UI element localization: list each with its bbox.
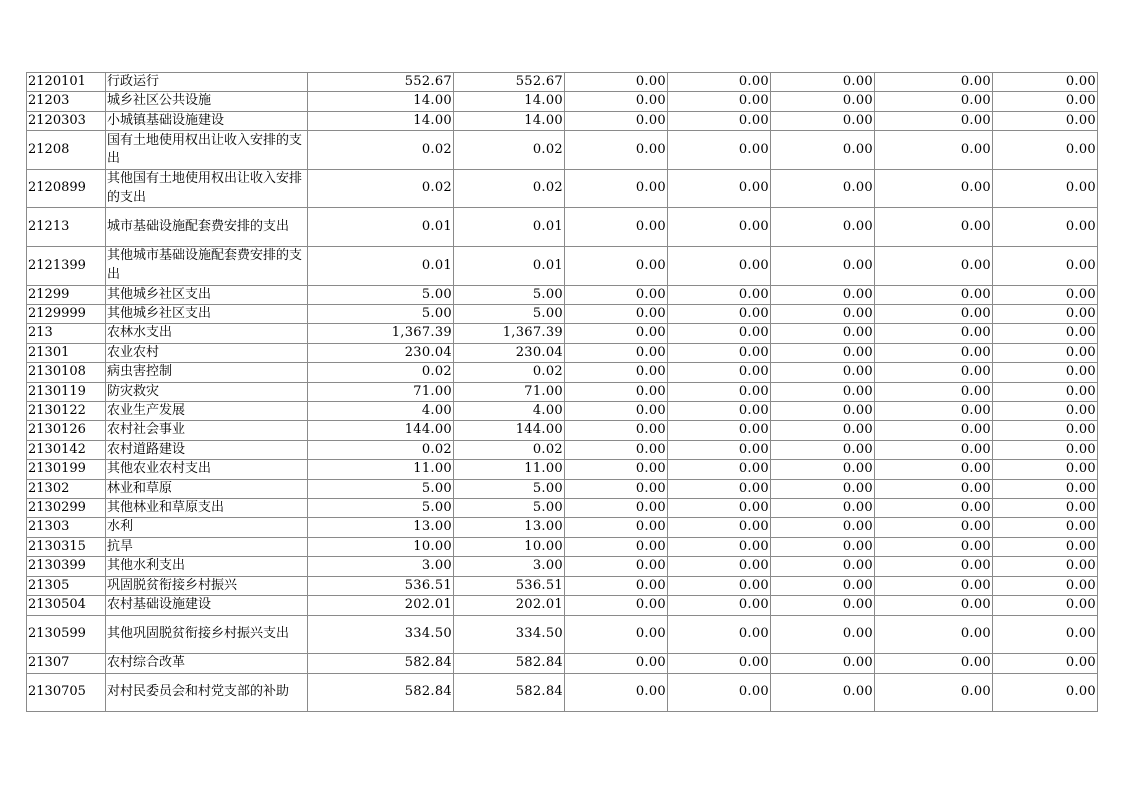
subject-code-cell: 2130122 [27,402,106,421]
table-row [27,440,1098,459]
subject-code-cell: 2120101 [27,73,106,92]
amount-cell: 0.00 [668,111,771,130]
amount-cell: 0.00 [565,460,668,479]
amount-cell: 0.00 [993,208,1098,247]
amount-cell: 0.00 [771,92,875,111]
amount-cell: 0.00 [771,673,875,712]
amount-cell: 0.00 [668,654,771,673]
amount-cell: 0.00 [668,673,771,712]
subject-name-cell: 防灾救灾 [106,382,308,401]
amount-cell: 0.00 [668,499,771,518]
amount-cell: 0.00 [993,169,1098,208]
amount-cell: 230.04 [308,343,454,362]
amount-cell: 0.02 [454,363,565,382]
amount-cell: 0.00 [565,673,668,712]
amount-cell: 0.00 [565,615,668,654]
table-row [27,460,1098,479]
subject-code-cell: 21213 [27,208,106,247]
amount-cell: 0.00 [771,111,875,130]
amount-cell: 0.00 [565,247,668,286]
table-row [27,305,1098,324]
subject-name-cell: 抗旱 [106,537,308,556]
amount-cell: 0.00 [875,92,993,111]
amount-cell: 0.00 [993,576,1098,595]
amount-cell: 0.00 [875,479,993,498]
amount-cell: 0.00 [565,111,668,130]
amount-cell: 4.00 [454,402,565,421]
amount-cell: 0.00 [993,402,1098,421]
amount-cell: 0.00 [668,479,771,498]
amount-cell: 0.00 [771,285,875,304]
amount-cell: 0.00 [565,169,668,208]
amount-cell: 0.00 [993,131,1098,170]
subject-name-cell: 城市基础设施配套费安排的支出 [106,208,308,247]
amount-cell: 0.00 [565,305,668,324]
subject-name-cell: 小城镇基础设施建设 [106,111,308,130]
amount-cell: 0.00 [875,499,993,518]
amount-cell: 0.00 [875,247,993,286]
table-row [27,324,1098,343]
amount-cell: 0.00 [668,343,771,362]
subject-name-cell: 国有土地使用权出让收入安排的支出 [106,131,308,170]
amount-cell: 3.00 [454,557,565,576]
amount-cell: 0.00 [565,208,668,247]
amount-cell: 0.00 [771,363,875,382]
amount-cell: 0.00 [668,363,771,382]
amount-cell: 0.01 [308,247,454,286]
amount-cell: 0.00 [771,131,875,170]
amount-cell: 0.00 [668,537,771,556]
amount-cell: 0.00 [771,324,875,343]
amount-cell: 0.02 [308,363,454,382]
table-row [27,285,1098,304]
table-row [27,92,1098,111]
amount-cell: 0.01 [308,208,454,247]
amount-cell: 0.00 [993,518,1098,537]
amount-cell: 0.00 [993,499,1098,518]
amount-cell: 0.00 [875,557,993,576]
amount-cell: 0.00 [875,421,993,440]
amount-cell: 0.00 [668,305,771,324]
amount-cell: 5.00 [308,305,454,324]
amount-cell: 0.00 [565,654,668,673]
subject-code-cell: 21302 [27,479,106,498]
amount-cell: 0.00 [771,479,875,498]
amount-cell: 0.00 [875,363,993,382]
amount-cell: 0.00 [875,131,993,170]
subject-name-cell: 农林水支出 [106,324,308,343]
amount-cell: 0.00 [771,615,875,654]
table-row [27,382,1098,401]
amount-cell: 0.00 [875,518,993,537]
amount-cell: 0.00 [771,440,875,459]
amount-cell: 0.00 [771,382,875,401]
amount-cell: 0.00 [875,673,993,712]
subject-name-cell: 病虫害控制 [106,363,308,382]
amount-cell: 0.00 [993,654,1098,673]
amount-cell: 0.00 [565,285,668,304]
amount-cell: 0.00 [875,654,993,673]
table-row [27,421,1098,440]
table-row [27,596,1098,615]
amount-cell: 0.00 [993,421,1098,440]
subject-code-cell: 21305 [27,576,106,595]
subject-code-cell: 2130126 [27,421,106,440]
table-row [27,343,1098,362]
amount-cell: 0.00 [993,673,1098,712]
amount-cell: 0.00 [875,460,993,479]
amount-cell: 144.00 [454,421,565,440]
amount-cell: 0.00 [668,596,771,615]
amount-cell: 0.00 [993,363,1098,382]
amount-cell: 0.00 [993,615,1098,654]
amount-cell: 14.00 [308,92,454,111]
amount-cell: 0.00 [993,73,1098,92]
amount-cell: 0.00 [875,382,993,401]
amount-cell: 0.00 [565,402,668,421]
subject-code-cell: 2120303 [27,111,106,130]
amount-cell: 5.00 [454,499,565,518]
amount-cell: 582.84 [454,673,565,712]
amount-cell: 0.00 [993,460,1098,479]
amount-cell: 0.00 [875,111,993,130]
amount-cell: 71.00 [454,382,565,401]
subject-code-cell: 2121399 [27,247,106,286]
amount-cell: 0.02 [454,131,565,170]
amount-cell: 0.00 [771,402,875,421]
amount-cell: 0.00 [875,285,993,304]
amount-cell: 0.00 [565,363,668,382]
amount-cell: 0.00 [565,324,668,343]
amount-cell: 202.01 [308,596,454,615]
amount-cell: 0.00 [668,285,771,304]
amount-cell: 0.00 [668,131,771,170]
amount-cell: 0.00 [771,596,875,615]
amount-cell: 71.00 [308,382,454,401]
amount-cell: 5.00 [308,499,454,518]
subject-code-cell: 213 [27,324,106,343]
amount-cell: 0.00 [875,615,993,654]
subject-name-cell: 其他城市基础设施配套费安排的支出 [106,247,308,286]
amount-cell: 0.00 [993,440,1098,459]
subject-code-cell: 21203 [27,92,106,111]
amount-cell: 5.00 [454,479,565,498]
amount-cell: 0.00 [875,324,993,343]
subject-code-cell: 2130315 [27,537,106,556]
amount-cell: 0.00 [771,421,875,440]
amount-cell: 0.00 [993,285,1098,304]
amount-cell: 0.00 [565,382,668,401]
table-row [27,576,1098,595]
subject-name-cell: 城乡社区公共设施 [106,92,308,111]
subject-name-cell: 其他巩固脱贫衔接乡村振兴支出 [106,615,308,654]
amount-cell: 0.00 [875,73,993,92]
table-row [27,402,1098,421]
amount-cell: 0.00 [875,305,993,324]
amount-cell: 10.00 [454,537,565,556]
amount-cell: 0.00 [993,479,1098,498]
table-row [27,654,1098,673]
table-row [27,73,1098,92]
subject-name-cell: 农业生产发展 [106,402,308,421]
amount-cell: 0.00 [993,305,1098,324]
amount-cell: 0.00 [771,305,875,324]
amount-cell: 334.50 [308,615,454,654]
subject-code-cell: 2130299 [27,499,106,518]
amount-cell: 0.00 [771,654,875,673]
amount-cell: 0.00 [668,460,771,479]
amount-cell: 0.00 [993,247,1098,286]
amount-cell: 0.00 [771,208,875,247]
amount-cell: 0.00 [993,382,1098,401]
amount-cell: 0.00 [668,92,771,111]
amount-cell: 230.04 [454,343,565,362]
subject-code-cell: 2129999 [27,305,106,324]
amount-cell: 4.00 [308,402,454,421]
table-row [27,615,1098,654]
amount-cell: 0.01 [454,247,565,286]
amount-cell: 582.84 [308,673,454,712]
subject-name-cell: 农村综合改革 [106,654,308,673]
amount-cell: 0.00 [565,596,668,615]
amount-cell: 13.00 [454,518,565,537]
subject-code-cell: 21299 [27,285,106,304]
amount-cell: 0.00 [565,518,668,537]
subject-code-cell: 2130399 [27,557,106,576]
amount-cell: 13.00 [308,518,454,537]
amount-cell: 0.00 [993,596,1098,615]
amount-cell: 0.00 [771,537,875,556]
amount-cell: 0.00 [565,131,668,170]
amount-cell: 1,367.39 [454,324,565,343]
amount-cell: 536.51 [454,576,565,595]
subject-code-cell: 2130705 [27,673,106,712]
amount-cell: 0.02 [308,131,454,170]
subject-code-cell: 21301 [27,343,106,362]
amount-cell: 0.00 [668,518,771,537]
amount-cell: 0.01 [454,208,565,247]
subject-name-cell: 农业农村 [106,343,308,362]
amount-cell: 0.00 [993,92,1098,111]
amount-cell: 144.00 [308,421,454,440]
amount-cell: 0.00 [668,247,771,286]
amount-cell: 0.00 [668,169,771,208]
amount-cell: 0.00 [565,557,668,576]
table-row [27,518,1098,537]
amount-cell: 0.00 [875,343,993,362]
amount-cell: 0.00 [875,596,993,615]
amount-cell: 0.00 [771,169,875,208]
table-row [27,557,1098,576]
subject-code-cell: 2130199 [27,460,106,479]
amount-cell: 3.00 [308,557,454,576]
subject-code-cell: 2130504 [27,596,106,615]
amount-cell: 5.00 [454,305,565,324]
amount-cell: 0.00 [875,208,993,247]
subject-name-cell: 对村民委员会和村党支部的补助 [106,673,308,712]
amount-cell: 582.84 [454,654,565,673]
amount-cell: 5.00 [308,285,454,304]
amount-cell: 0.00 [668,382,771,401]
table-row [27,499,1098,518]
amount-cell: 0.00 [668,576,771,595]
amount-cell: 14.00 [308,111,454,130]
amount-cell: 552.67 [454,73,565,92]
subject-code-cell: 2120899 [27,169,106,208]
amount-cell: 0.00 [771,576,875,595]
subject-code-cell: 2130108 [27,363,106,382]
amount-cell: 0.00 [565,92,668,111]
subject-name-cell: 水利 [106,518,308,537]
amount-cell: 0.00 [668,324,771,343]
subject-name-cell: 农村社会事业 [106,421,308,440]
amount-cell: 536.51 [308,576,454,595]
amount-cell: 0.00 [668,402,771,421]
amount-cell: 0.00 [565,73,668,92]
amount-cell: 0.00 [875,537,993,556]
amount-cell: 0.00 [565,499,668,518]
subject-code-cell: 21208 [27,131,106,170]
amount-cell: 5.00 [308,479,454,498]
subject-name-cell: 其他国有土地使用权出让收入安排的支出 [106,169,308,208]
amount-cell: 0.00 [771,247,875,286]
table-row [27,479,1098,498]
amount-cell: 5.00 [454,285,565,304]
amount-cell: 11.00 [308,460,454,479]
amount-cell: 0.00 [875,402,993,421]
amount-cell: 0.00 [668,615,771,654]
subject-code-cell: 2130142 [27,440,106,459]
amount-cell: 14.00 [454,92,565,111]
amount-cell: 0.00 [668,440,771,459]
amount-cell: 0.00 [875,440,993,459]
amount-cell: 0.00 [771,518,875,537]
amount-cell: 0.00 [993,343,1098,362]
amount-cell: 582.84 [308,654,454,673]
amount-cell: 11.00 [454,460,565,479]
amount-cell: 0.00 [771,557,875,576]
table-row [27,169,1098,208]
amount-cell: 552.67 [308,73,454,92]
subject-name-cell: 其他林业和草原支出 [106,499,308,518]
subject-name-cell: 巩固脱贫衔接乡村振兴 [106,576,308,595]
amount-cell: 0.00 [565,421,668,440]
amount-cell: 0.02 [454,169,565,208]
amount-cell: 0.02 [308,169,454,208]
amount-cell: 0.00 [565,537,668,556]
amount-cell: 1,367.39 [308,324,454,343]
amount-cell: 0.00 [875,169,993,208]
amount-cell: 0.02 [308,440,454,459]
table-row [27,131,1098,170]
amount-cell: 0.00 [668,208,771,247]
amount-cell: 0.00 [993,324,1098,343]
amount-cell: 0.00 [875,576,993,595]
amount-cell: 10.00 [308,537,454,556]
subject-name-cell: 其他水利支出 [106,557,308,576]
table-row [27,208,1098,247]
table-row [27,363,1098,382]
amount-cell: 0.00 [565,576,668,595]
amount-cell: 0.00 [993,111,1098,130]
subject-name-cell: 林业和草原 [106,479,308,498]
amount-cell: 14.00 [454,111,565,130]
table-body [27,73,1098,712]
subject-name-cell: 农村基础设施建设 [106,596,308,615]
subject-name-cell: 行政运行 [106,73,308,92]
amount-cell: 0.00 [668,73,771,92]
subject-code-cell: 2130119 [27,382,106,401]
amount-cell: 0.00 [668,421,771,440]
subject-name-cell: 其他城乡社区支出 [106,305,308,324]
amount-cell: 202.01 [454,596,565,615]
amount-cell: 0.00 [771,73,875,92]
budget-table [26,72,1098,712]
amount-cell: 0.00 [771,499,875,518]
amount-cell: 0.00 [993,557,1098,576]
table-row [27,111,1098,130]
subject-code-cell: 2130599 [27,615,106,654]
amount-cell: 0.00 [771,343,875,362]
subject-code-cell: 21303 [27,518,106,537]
subject-name-cell: 其他农业农村支出 [106,460,308,479]
amount-cell: 0.00 [771,460,875,479]
amount-cell: 0.00 [565,479,668,498]
table-row [27,247,1098,286]
table-row [27,537,1098,556]
amount-cell: 0.00 [668,557,771,576]
subject-code-cell: 21307 [27,654,106,673]
amount-cell: 0.00 [565,440,668,459]
table-row [27,673,1098,712]
amount-cell: 0.00 [993,537,1098,556]
amount-cell: 0.00 [565,343,668,362]
subject-name-cell: 其他城乡社区支出 [106,285,308,304]
subject-name-cell: 农村道路建设 [106,440,308,459]
amount-cell: 334.50 [454,615,565,654]
amount-cell: 0.02 [454,440,565,459]
